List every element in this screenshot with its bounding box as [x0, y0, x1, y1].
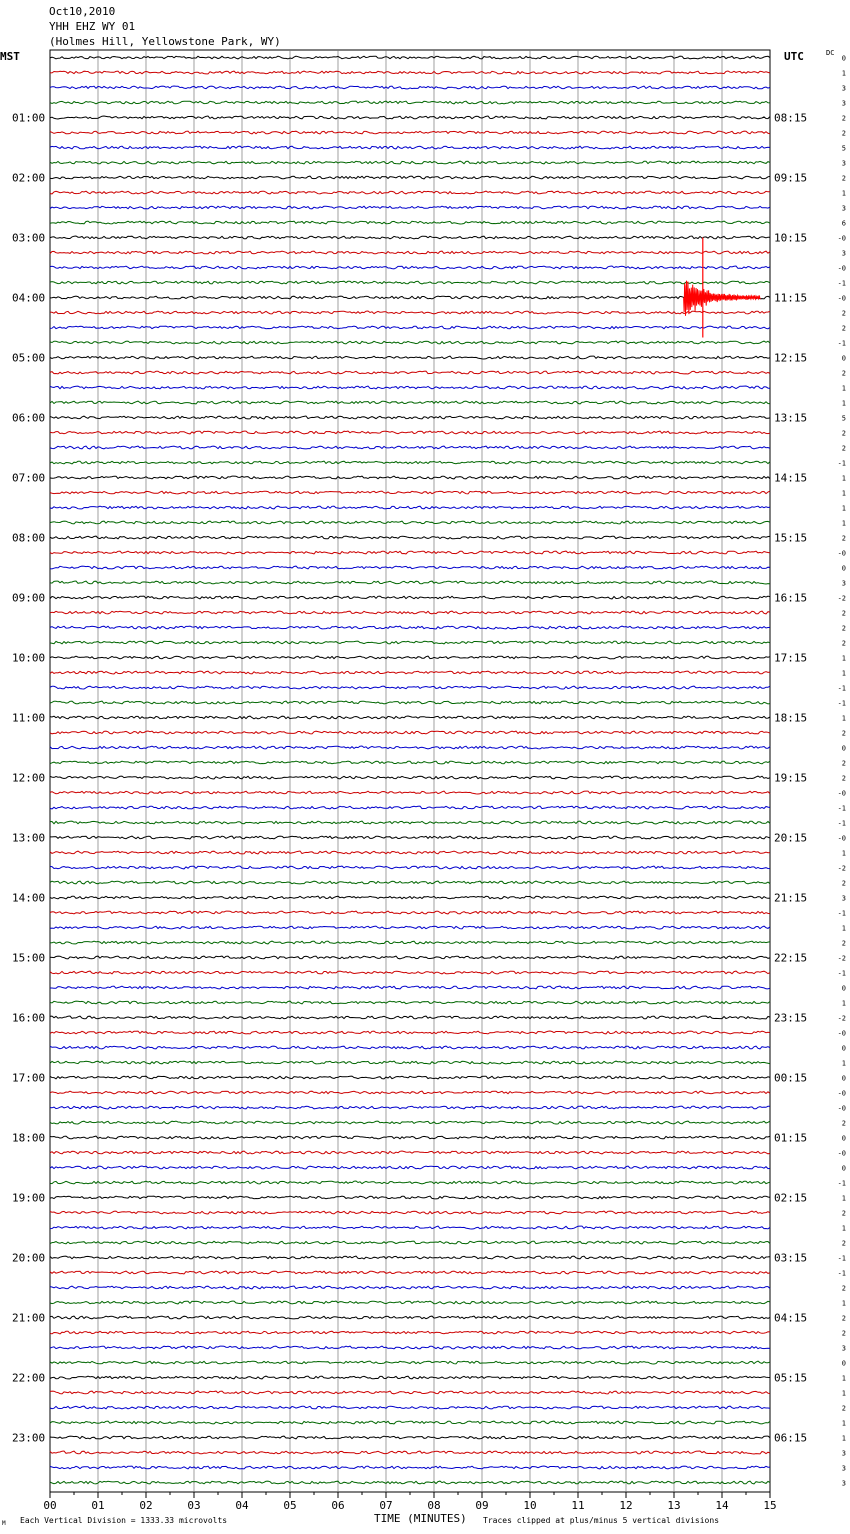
dc-offset-label: 2: [841, 729, 846, 738]
dc-offset-label: -1: [837, 459, 846, 468]
corner-mark: M: [2, 1520, 6, 1527]
dc-offset-label: 0: [841, 1074, 846, 1083]
dc-offset-label: -1: [837, 1179, 846, 1188]
right-hour-label: 14:15: [774, 471, 808, 485]
right-hour-label: 02:15: [774, 1191, 808, 1205]
trace-row: [50, 386, 770, 389]
trace-row: [50, 1361, 770, 1364]
dc-offset-label: 2: [841, 129, 846, 138]
trace-row: [50, 971, 770, 974]
dc-offset-label: 2: [841, 939, 846, 948]
left-zone-label: MST: [0, 50, 20, 63]
trace-row: [50, 776, 770, 779]
trace-row: [50, 1256, 770, 1259]
x-tick-label: 03: [187, 1499, 201, 1512]
dc-offset-label: 2: [841, 1404, 846, 1413]
trace-row: [50, 311, 770, 314]
trace-row: [50, 536, 770, 539]
dc-offset-label: 2: [841, 1119, 846, 1128]
trace-row: [50, 611, 770, 614]
trace-row: [50, 206, 770, 209]
right-hour-label: 22:15: [774, 951, 808, 965]
x-tick-label: 14: [715, 1499, 729, 1512]
trace-row: [50, 551, 770, 554]
dc-offset-label: 1: [841, 654, 846, 663]
trace-row: [50, 941, 770, 944]
trace-row: [50, 1436, 770, 1439]
trace-row: [50, 1211, 770, 1214]
trace-row: [50, 431, 770, 434]
dc-offset-label: -1: [837, 339, 846, 348]
left-hour-label: 06:00: [12, 411, 46, 425]
right-hour-label: 21:15: [774, 891, 808, 905]
left-hour-label: 12:00: [12, 771, 46, 785]
dc-offset-label: 1: [841, 1059, 846, 1068]
scale-note: Each Vertical Division = 1333.33 microvolts: [20, 1516, 228, 1525]
trace-row: [50, 281, 770, 284]
trace-row: [50, 1226, 770, 1229]
dc-offset-label: -0: [837, 294, 846, 303]
dc-offset-label: 2: [841, 1329, 846, 1338]
trace-row: [50, 1241, 770, 1244]
right-hour-label: 04:15: [774, 1311, 808, 1325]
trace-row: [50, 71, 770, 74]
dc-offset-label: 1: [841, 189, 846, 198]
dc-offset-label: 3: [841, 84, 846, 93]
dc-offset-label: -0: [837, 1029, 846, 1038]
dc-offset-label: -0: [837, 234, 846, 243]
trace-row: [50, 566, 770, 569]
trace-row: [50, 1286, 770, 1289]
trace-row: [50, 341, 770, 344]
dc-offset-label: 1: [841, 489, 846, 498]
trace-row: [50, 1091, 770, 1094]
left-hour-label: 21:00: [12, 1311, 46, 1325]
dc-offset-label: -2: [837, 864, 846, 873]
dc-offset-label: 3: [841, 249, 846, 258]
header-location: (Holmes Hill, Yellowstone Park, WY): [49, 35, 281, 48]
x-tick-label: 06: [331, 1499, 345, 1512]
trace-row: [50, 1181, 770, 1184]
dc-offset-label: 2: [841, 609, 846, 618]
dc-offset-label: 1: [841, 399, 846, 408]
x-tick-label: 11: [571, 1499, 585, 1512]
trace-row: [50, 746, 770, 749]
dc-offset-label: 2: [841, 324, 846, 333]
dc-offset-label: -1: [837, 819, 846, 828]
dc-offset-label: 2: [841, 1314, 846, 1323]
trace-row: [50, 221, 770, 224]
dc-offset-label: 0: [841, 984, 846, 993]
dc-offset-label: 2: [841, 114, 846, 123]
trace-row: [50, 461, 770, 464]
dc-offset-label: 1: [841, 669, 846, 678]
dc-offset-label: 5: [841, 144, 846, 153]
trace-row: [50, 1346, 770, 1349]
right-hour-label: 20:15: [774, 831, 808, 845]
trace-row: [50, 1196, 770, 1199]
trace-row: [50, 866, 770, 869]
dc-offset-label: 0: [841, 744, 846, 753]
left-hour-label: 04:00: [12, 291, 46, 305]
left-hour-label: 17:00: [12, 1071, 46, 1085]
left-hour-label: 01:00: [12, 111, 46, 125]
trace-row: [50, 236, 770, 239]
trace-row: [50, 56, 770, 59]
right-hour-label: 16:15: [774, 591, 808, 605]
right-hour-label: 19:15: [774, 771, 808, 785]
dc-offset-label: 2: [841, 444, 846, 453]
dc-offset-label: 1: [841, 1434, 846, 1443]
dc-offset-label: 2: [841, 534, 846, 543]
dc-offset-label: -1: [837, 684, 846, 693]
right-hour-label: 15:15: [774, 531, 808, 545]
left-hour-label: 05:00: [12, 351, 46, 365]
dc-offset-label: -1: [837, 1269, 846, 1278]
dc-offset-label: 1: [841, 1194, 846, 1203]
right-hour-label: 17:15: [774, 651, 808, 665]
dc-offset-label: 1: [841, 474, 846, 483]
header-date: Oct10,2010: [49, 5, 116, 18]
dc-offset-label: 2: [841, 1239, 846, 1248]
trace-row: [50, 131, 770, 134]
x-tick-label: 00: [43, 1499, 57, 1512]
trace-row: [50, 86, 770, 89]
right-hour-label: 05:15: [774, 1371, 808, 1385]
trace-row: [50, 476, 770, 479]
dc-offset-label: 1: [841, 384, 846, 393]
trace-row: [50, 701, 770, 704]
trace-row: [50, 686, 770, 689]
trace-row: [50, 896, 770, 899]
trace-row: [50, 1271, 770, 1274]
trace-row: [50, 731, 770, 734]
trace-row: [50, 416, 770, 419]
dc-offset-label: 0: [841, 54, 846, 63]
dc-offset-label: -0: [837, 1104, 846, 1113]
trace-row: [50, 296, 770, 299]
trace-row: [50, 371, 770, 374]
dc-offset-label: 1: [841, 1419, 846, 1428]
dc-offset-label: 2: [841, 774, 846, 783]
dc-offset-label: -2: [837, 594, 846, 603]
right-hour-label: 08:15: [774, 111, 808, 125]
dc-offset-label: 0: [841, 1044, 846, 1053]
trace-row: [50, 836, 770, 839]
trace-row: [50, 1001, 770, 1004]
x-tick-label: 04: [235, 1499, 249, 1512]
dc-offset-label: -0: [837, 1089, 846, 1098]
left-hour-label: 07:00: [12, 471, 46, 485]
dc-offset-label: 3: [841, 894, 846, 903]
trace-row: [50, 821, 770, 824]
trace-row: [50, 1406, 770, 1409]
dc-offset-label: 0: [841, 354, 846, 363]
trace-row: [50, 506, 770, 509]
dc-offset-label: 5: [841, 414, 846, 423]
x-tick-label: 09: [475, 1499, 489, 1512]
dc-offset-label: -1: [837, 909, 846, 918]
dc-offset-label: -1: [837, 279, 846, 288]
dc-offset-label: -2: [837, 1014, 846, 1023]
left-hour-label: 16:00: [12, 1011, 46, 1025]
right-hour-label: 18:15: [774, 711, 808, 725]
dc-offset-label: 2: [841, 369, 846, 378]
dc-offset-label: 2: [841, 1284, 846, 1293]
trace-row: [50, 251, 770, 254]
dc-offset-label: -1: [837, 699, 846, 708]
trace-row: [50, 446, 770, 449]
left-hour-label: 08:00: [12, 531, 46, 545]
trace-row: [50, 596, 770, 599]
x-tick-label: 01: [91, 1499, 105, 1512]
x-tick-label: 07: [379, 1499, 393, 1512]
dc-offset-label: -0: [837, 834, 846, 843]
left-hour-label: 20:00: [12, 1251, 46, 1265]
trace-row: [50, 851, 770, 854]
dc-offset-label: 3: [841, 99, 846, 108]
trace-row: [50, 1331, 770, 1334]
dc-offset-label: 2: [841, 429, 846, 438]
dc-offset-label: -0: [837, 264, 846, 273]
trace-row: [50, 1136, 770, 1139]
right-hour-label: 12:15: [774, 351, 808, 365]
left-hour-label: 15:00: [12, 951, 46, 965]
header-station: YHH EHZ WY 01: [49, 20, 136, 33]
dc-offset-label: -0: [837, 789, 846, 798]
trace-row: [50, 1451, 770, 1454]
trace-row: [50, 791, 770, 794]
right-hour-label: 13:15: [774, 411, 808, 425]
left-hour-label: 03:00: [12, 231, 46, 245]
right-hour-label: 10:15: [774, 231, 808, 245]
dc-offset-label: 6: [841, 219, 846, 228]
dc-offset-label: 1: [841, 69, 846, 78]
left-hour-label: 18:00: [12, 1131, 46, 1145]
trace-row: [50, 326, 770, 329]
dc-offset-label: 0: [841, 564, 846, 573]
dc-offset-label: 1: [841, 849, 846, 858]
x-tick-label: 13: [667, 1499, 681, 1512]
trace-row: [50, 1046, 770, 1049]
trace-row: [50, 626, 770, 629]
trace-row: [50, 401, 770, 404]
trace-row: [50, 956, 770, 959]
dc-offset-label: 3: [841, 159, 846, 168]
dc-offset-label: 3: [841, 1344, 846, 1353]
dc-offset-label: 1: [841, 714, 846, 723]
trace-row: [50, 161, 770, 164]
trace-row: [50, 1301, 770, 1304]
dc-offset-label: 1: [841, 519, 846, 528]
trace-row: [50, 1421, 770, 1424]
x-tick-label: 05: [283, 1499, 297, 1512]
dc-offset-label: -2: [837, 954, 846, 963]
x-tick-label: 08: [427, 1499, 441, 1512]
trace-row: [50, 716, 770, 719]
trace-row: [50, 641, 770, 644]
trace-row: [50, 911, 770, 914]
trace-row: [50, 1121, 770, 1124]
trace-row: [50, 176, 770, 179]
trace-row: [50, 1031, 770, 1034]
dc-offset-label: -1: [837, 969, 846, 978]
trace-row: [50, 581, 770, 584]
dc-offset-label: 0: [841, 1164, 846, 1173]
trace-row: [50, 356, 770, 359]
x-tick-label: 10: [523, 1499, 537, 1512]
dc-offset-label: 0: [841, 1359, 846, 1368]
trace-row: [50, 1466, 770, 1469]
trace-row: [50, 1106, 770, 1109]
dc-offset-label: 1: [841, 999, 846, 1008]
trace-row: [50, 266, 770, 269]
trace-row: [50, 986, 770, 989]
clip-note: Traces clipped at plus/minus 5 vertical divisions: [483, 1516, 720, 1525]
right-hour-label: 00:15: [774, 1071, 808, 1085]
trace-row: [50, 1391, 770, 1394]
dc-offset-label: 1: [841, 1299, 846, 1308]
dc-offset-label: -0: [837, 549, 846, 558]
trace-row: [50, 926, 770, 929]
left-hour-label: 02:00: [12, 171, 46, 185]
right-hour-label: 11:15: [774, 291, 808, 305]
dc-offset-label: 2: [841, 624, 846, 633]
dc-offset-label: 3: [841, 1479, 846, 1488]
dc-offset-label: 3: [841, 1449, 846, 1458]
dc-offset-label: 3: [841, 1464, 846, 1473]
left-hour-label: 23:00: [12, 1431, 46, 1445]
dc-offset-label: 1: [841, 924, 846, 933]
trace-row: [50, 806, 770, 809]
trace-row: [50, 656, 770, 659]
right-hour-label: 03:15: [774, 1251, 808, 1265]
dc-offset-label: 2: [841, 759, 846, 768]
trace-row: [50, 146, 770, 149]
x-tick-label: 15: [763, 1499, 777, 1512]
dc-offset-label: 1: [841, 1224, 846, 1233]
dc-offset-label: 2: [841, 639, 846, 648]
trace-row: [50, 191, 770, 194]
left-hour-label: 09:00: [12, 591, 46, 605]
dc-offset-label: 3: [841, 204, 846, 213]
right-hour-label: 23:15: [774, 1011, 808, 1025]
trace-row: [50, 671, 770, 674]
dc-offset-label: 1: [841, 1389, 846, 1398]
left-hour-label: 10:00: [12, 651, 46, 665]
trace-row: [50, 101, 770, 104]
dc-offset-label: 2: [841, 174, 846, 183]
trace-row: [50, 761, 770, 764]
trace-row: [50, 1166, 770, 1169]
dc-offset-label: -1: [837, 1254, 846, 1263]
trace-row: [50, 116, 770, 119]
left-hour-label: 19:00: [12, 1191, 46, 1205]
trace-row: [50, 1316, 770, 1319]
x-tick-label: 12: [619, 1499, 633, 1512]
right-hour-label: 09:15: [774, 171, 808, 185]
trace-row: [50, 881, 770, 884]
left-hour-label: 11:00: [12, 711, 46, 725]
trace-row: [50, 521, 770, 524]
dc-offset-label: 2: [841, 309, 846, 318]
left-hour-label: 14:00: [12, 891, 46, 905]
left-hour-label: 13:00: [12, 831, 46, 845]
trace-row: [50, 1076, 770, 1079]
dc-offset-label: -1: [837, 804, 846, 813]
left-hour-label: 22:00: [12, 1371, 46, 1385]
dc-offset-label: 1: [841, 504, 846, 513]
x-tick-label: 02: [139, 1499, 153, 1512]
x-axis-title: TIME (MINUTES): [374, 1512, 467, 1525]
right-hour-label: 01:15: [774, 1131, 808, 1145]
dc-offset-label: -0: [837, 1149, 846, 1158]
dc-offset-label: 3: [841, 579, 846, 588]
trace-row: [50, 1061, 770, 1064]
right-zone-label: UTC: [784, 50, 804, 63]
trace-row: [50, 1481, 770, 1484]
dc-offset-label: 0: [841, 1134, 846, 1143]
trace-row: [50, 1016, 770, 1019]
trace-row: [50, 1151, 770, 1154]
dc-label: DC: [826, 49, 835, 57]
dc-offset-label: 2: [841, 879, 846, 888]
trace-row: [50, 1376, 770, 1379]
dc-offset-label: 1: [841, 1374, 846, 1383]
dc-offset-label: 2: [841, 1209, 846, 1218]
right-hour-label: 06:15: [774, 1431, 808, 1445]
trace-row: [50, 491, 770, 494]
